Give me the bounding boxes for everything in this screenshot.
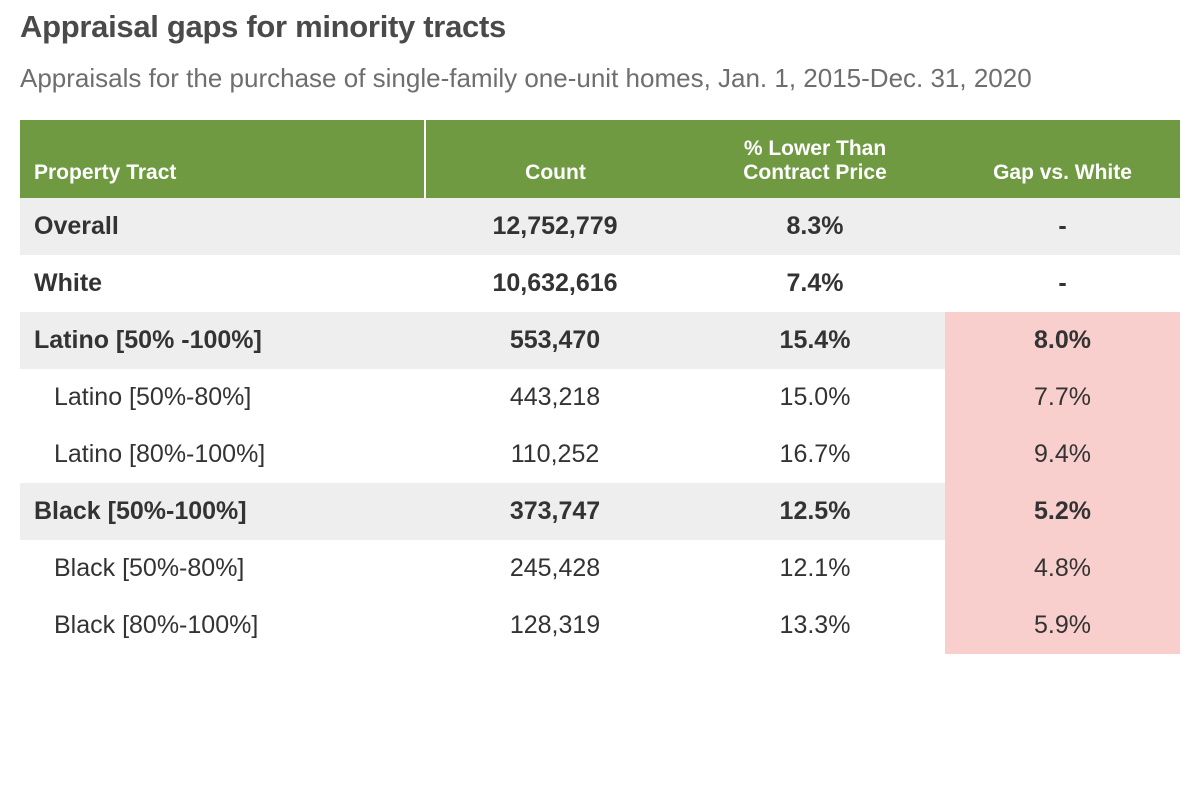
column-header-gap-vs-white: Gap vs. White	[945, 120, 1180, 198]
cell-gap-vs-white: 8.0%	[945, 312, 1180, 369]
table-header	[20, 120, 1180, 198]
table-row	[20, 369, 1180, 426]
cell-property-tract: Latino [80%-100%]	[20, 426, 425, 483]
cell-percent-lower: 15.0%	[685, 369, 945, 426]
table-row	[20, 540, 1180, 597]
cell-count: 373,747	[425, 483, 685, 540]
table-row	[20, 312, 1180, 369]
cell-gap-vs-white: -	[945, 255, 1180, 312]
table-row	[20, 255, 1180, 312]
cell-property-tract: White	[20, 255, 425, 312]
cell-property-tract: Black [50%-80%]	[20, 540, 425, 597]
table-row	[20, 597, 1180, 654]
cell-gap-vs-white: 7.7%	[945, 369, 1180, 426]
cell-count: 110,252	[425, 426, 685, 483]
table-row	[20, 483, 1180, 540]
cell-count: 443,218	[425, 369, 685, 426]
cell-count: 12,752,779	[425, 198, 685, 255]
cell-count: 128,319	[425, 597, 685, 654]
cell-gap-vs-white: 5.9%	[945, 597, 1180, 654]
bottom-spacer	[20, 654, 1180, 668]
cell-percent-lower: 7.4%	[685, 255, 945, 312]
cell-property-tract: Black [50%-100%]	[20, 483, 425, 540]
cell-percent-lower: 12.1%	[685, 540, 945, 597]
column-header-property-tract: Property Tract	[20, 120, 425, 198]
cell-gap-vs-white: 9.4%	[945, 426, 1180, 483]
table-header-row	[20, 120, 1180, 198]
appraisal-gap-table	[20, 120, 1180, 654]
table-body	[20, 198, 1180, 654]
cell-gap-vs-white: 5.2%	[945, 483, 1180, 540]
cell-property-tract: Overall	[20, 198, 425, 255]
cell-gap-vs-white: -	[945, 198, 1180, 255]
table-row	[20, 426, 1180, 483]
cell-property-tract: Black [80%-100%]	[20, 597, 425, 654]
page-subtitle: Appraisals for the purchase of single-family one-unit homes, Jan. 1, 2015-Dec. 31, 2020	[20, 63, 1032, 94]
cell-property-tract: Latino [50%-80%]	[20, 369, 425, 426]
column-header-percent-lower: % Lower Than Contract Price	[685, 120, 945, 198]
cell-count: 245,428	[425, 540, 685, 597]
chart-container	[0, 8, 1200, 668]
column-header-count: Count	[425, 120, 685, 198]
cell-percent-lower: 16.7%	[685, 426, 945, 483]
cell-property-tract: Latino [50% -100%]	[20, 312, 425, 369]
cell-gap-vs-white: 4.8%	[945, 540, 1180, 597]
cell-percent-lower: 8.3%	[685, 198, 945, 255]
cell-count: 553,470	[425, 312, 685, 369]
page-title: Appraisal gaps for minority tracts	[20, 9, 506, 44]
cell-percent-lower: 13.3%	[685, 597, 945, 654]
cell-percent-lower: 12.5%	[685, 483, 945, 540]
table-row	[20, 198, 1180, 255]
cell-percent-lower: 15.4%	[685, 312, 945, 369]
cell-count: 10,632,616	[425, 255, 685, 312]
